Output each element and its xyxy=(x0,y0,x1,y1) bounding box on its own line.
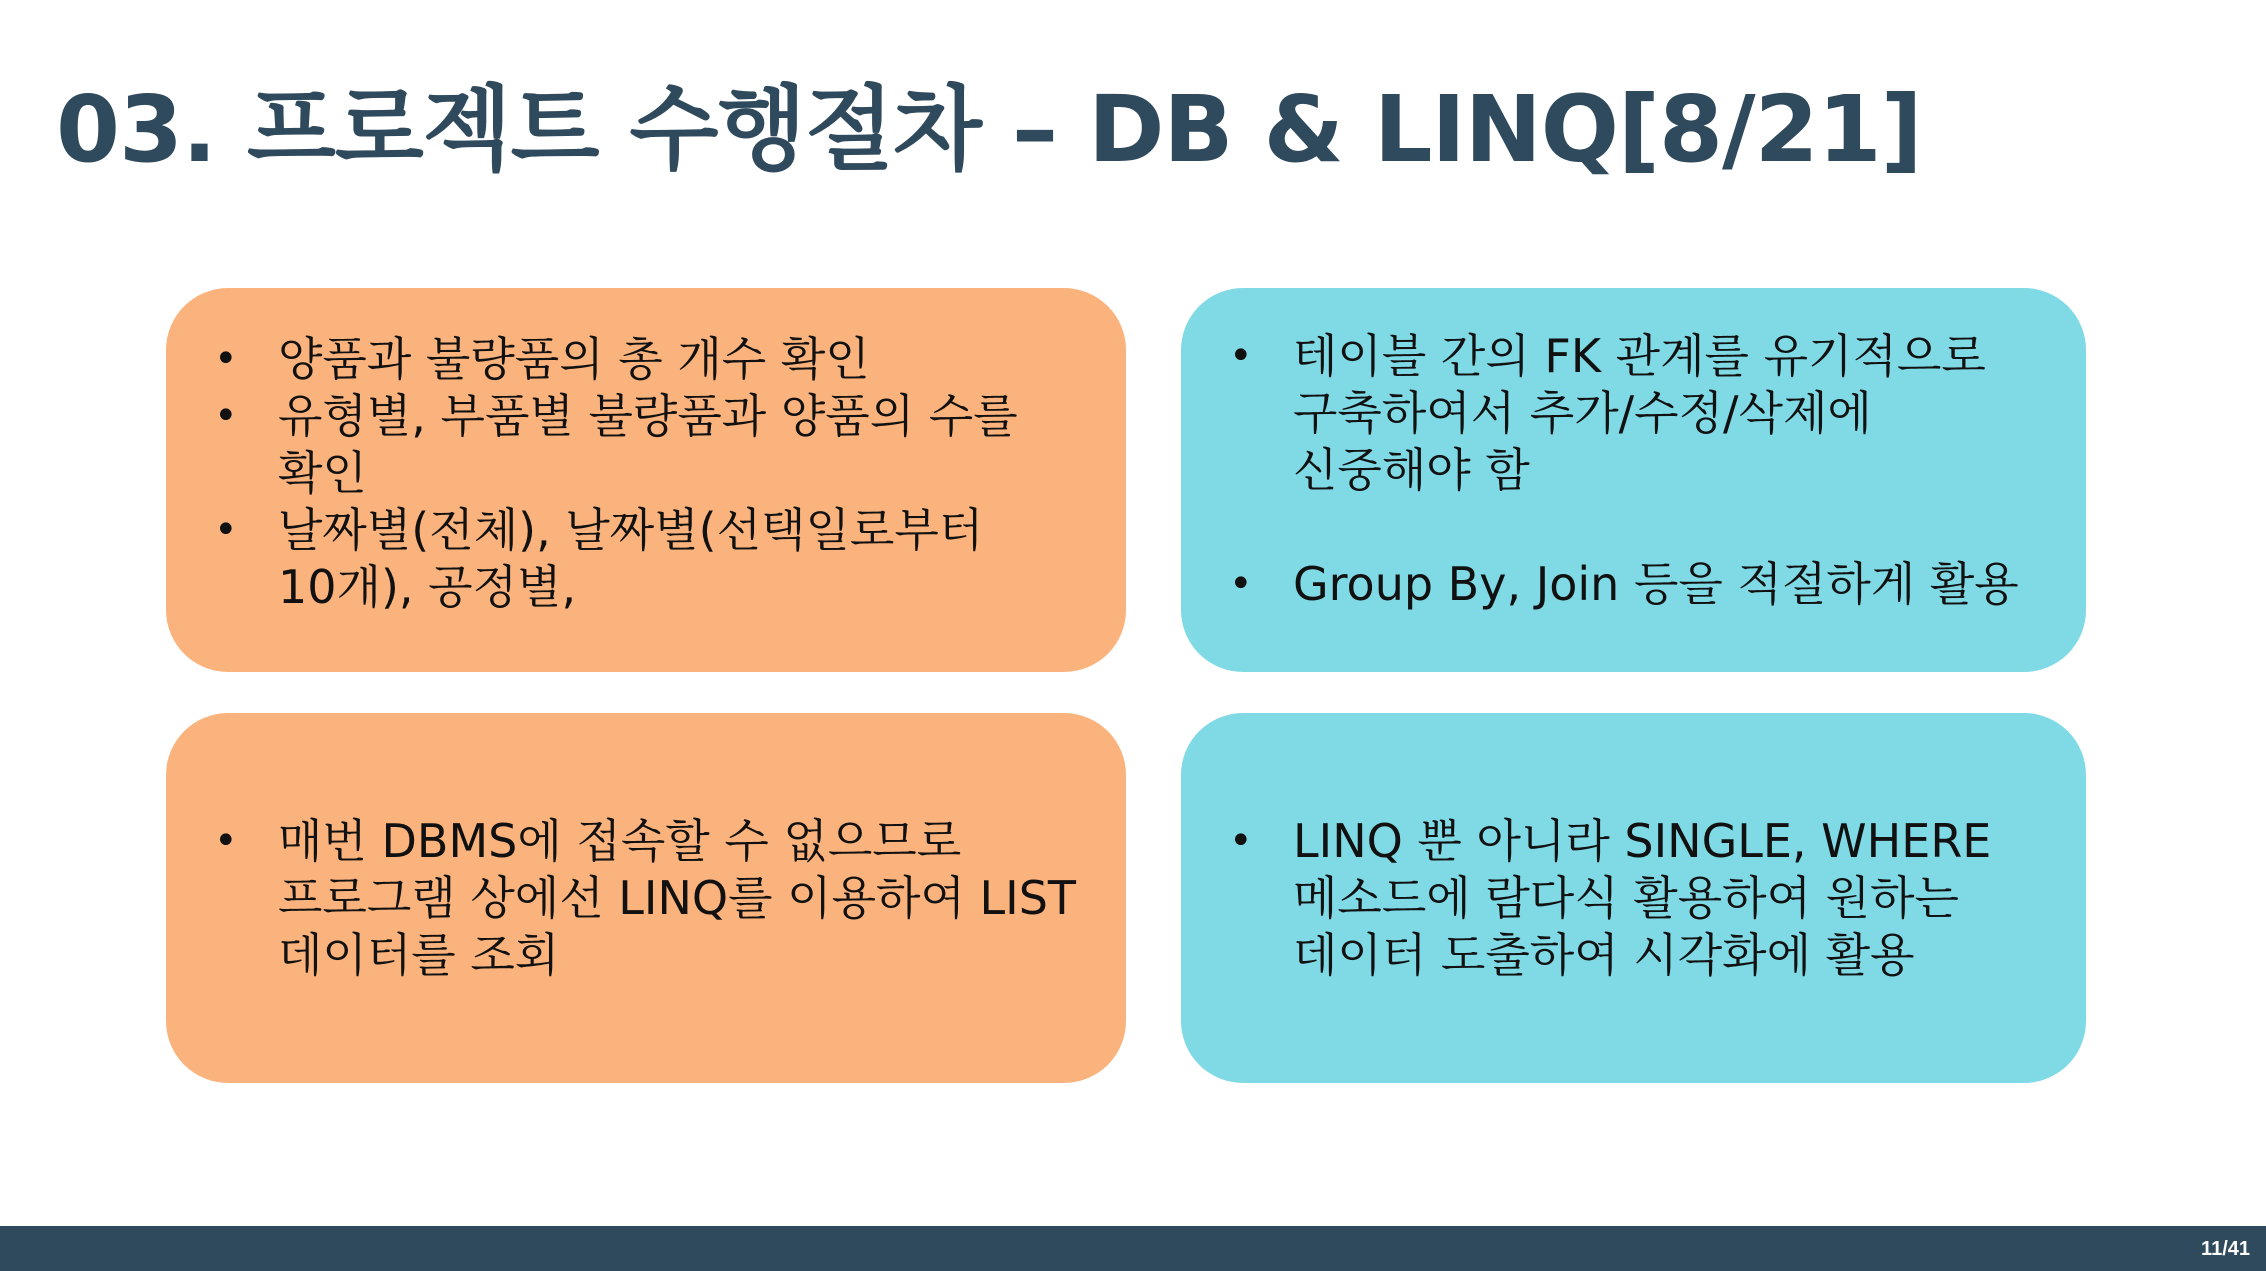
list-item-text: 양품과 불량품의 총 개수 확인 xyxy=(278,331,870,386)
list-item xyxy=(186,331,1106,388)
bullet-icon: • xyxy=(1229,817,1253,864)
list-item-text: 유형별, 부품별 불량품과 양품의 수를 확인 xyxy=(278,388,1018,500)
list-item xyxy=(1201,556,2066,613)
page-number: 11/41 xyxy=(2201,1238,2250,1260)
card-table-relations xyxy=(1181,288,2086,672)
list-item xyxy=(186,388,1106,502)
bullet-icon: • xyxy=(1229,560,1253,607)
bullet-icon: • xyxy=(214,817,238,864)
card-lambda-methods xyxy=(1181,713,2086,1083)
card-yield-count xyxy=(166,288,1126,672)
bullet-list xyxy=(186,813,1106,984)
list-item-text: Group By, Join 등을 적절하게 활용 xyxy=(1293,556,2019,611)
list-item-text: LINQ 뿐 아니라 SINGLE, WHERE 메소드에 람다식 활용하여 원하는 데이터 도출하여 시각화에 활용 xyxy=(1293,813,1992,982)
card-linq-list xyxy=(166,713,1126,1083)
list-item xyxy=(1201,813,2066,984)
bullet-icon: • xyxy=(214,392,238,439)
bullet-icon: • xyxy=(214,506,238,553)
bullet-icon: • xyxy=(1229,332,1253,379)
footer-bar xyxy=(0,1226,2266,1271)
list-item xyxy=(186,502,1106,616)
bullet-list xyxy=(186,331,1106,616)
slide-title: 03. 프로젝트 수행절차 – DB & LINQ[8/21] xyxy=(56,76,1922,183)
list-item xyxy=(1201,328,2066,499)
bullet-icon: • xyxy=(214,335,238,382)
list-item-text: 날짜별(전체), 날짜별(선택일로부터 10개), 공정별, xyxy=(278,502,984,614)
list-item-text: 테이블 간의 FK 관계를 유기적으로 구축하여서 추가/수정/삭제에 신중해야 함 xyxy=(1293,328,1986,497)
list-item xyxy=(186,813,1106,984)
bullet-list xyxy=(1201,328,2066,613)
bullet-list xyxy=(1201,813,2066,984)
list-item-text: 매번 DBMS에 접속할 수 없으므로 프로그램 상에선 LINQ를 이용하여 LIST 데이터를 조회 xyxy=(278,813,1077,982)
